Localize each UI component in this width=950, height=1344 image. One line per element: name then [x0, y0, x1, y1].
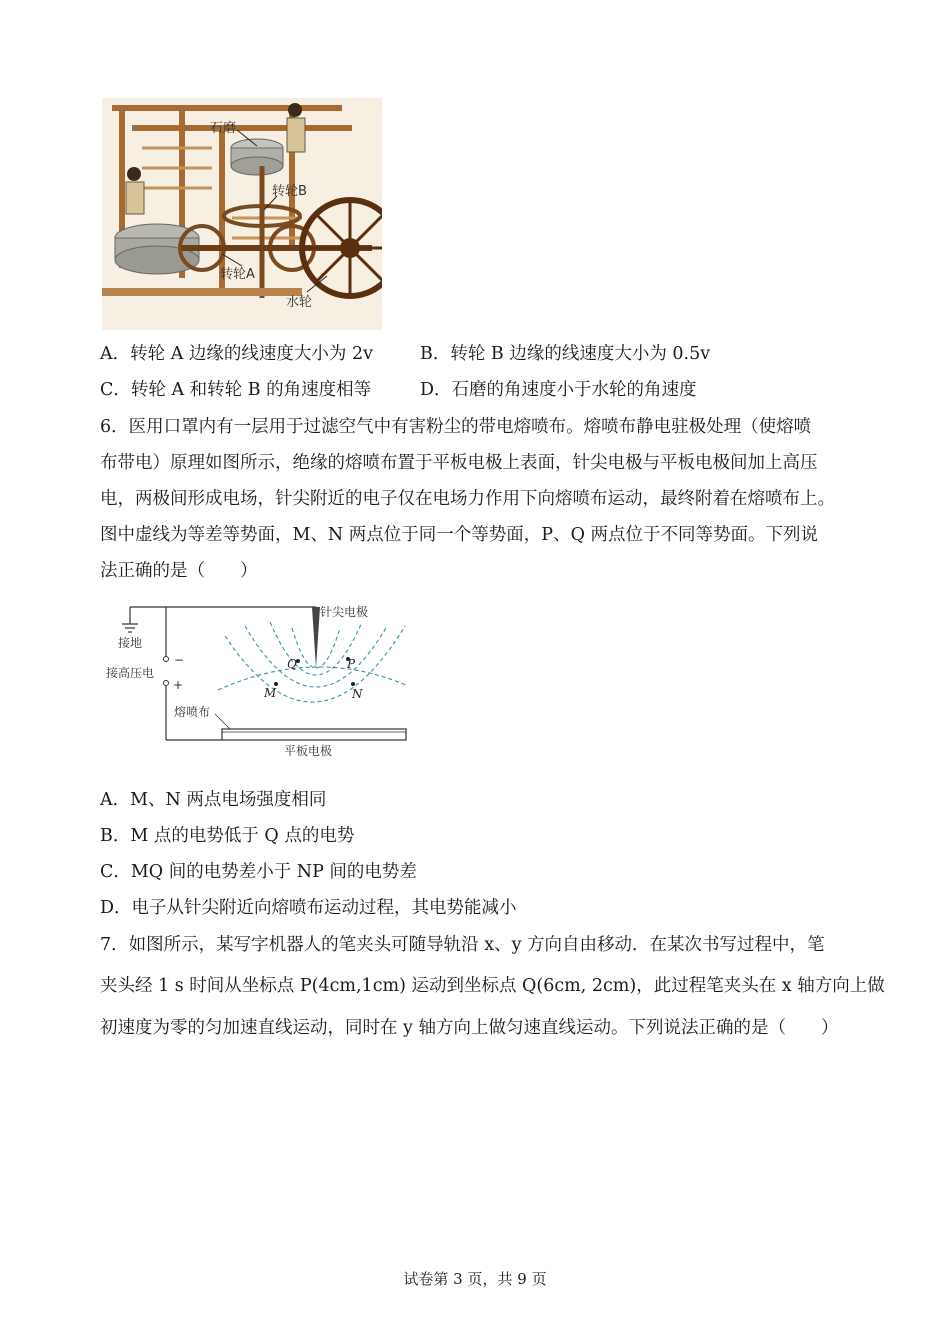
- q5-option-d: D．石磨的角速度小于水轮的角速度: [420, 380, 697, 400]
- meltblown-label: 熔喷布: [174, 705, 211, 719]
- high-voltage-label: 接高压电: [106, 666, 155, 680]
- q6-stem-line-1: 6．医用口罩内有一层用于过滤空气中有害粉尘的带电熔喷布。熔喷布静电驻极处理（使熔喷: [100, 417, 812, 437]
- q6-stem-line-5: 法正确的是（ ）: [100, 561, 258, 581]
- q5-option-a: A．转轮 A 边缘的线速度大小为 2v: [100, 344, 373, 364]
- label-stone-mill: 石磨: [210, 121, 237, 136]
- q6-option-a: A．M、N 两点电场强度相同: [100, 790, 327, 810]
- point-p-label: P: [347, 657, 356, 671]
- minus-label: −: [174, 653, 185, 667]
- q6-stem-line-4: 图中虚线为等差等势面，M、N 两点位于同一个等势面，P、Q 两点位于不同等势面。下列说: [100, 525, 818, 545]
- q7-stem-line-2: 夹头经 1 s 时间从坐标点 P(4cm,1cm) 运动到坐标点 Q(6cm, 2cm)，此过程笔夹头在 x 轴方向上做: [100, 976, 885, 996]
- plate-electrode-label: 平板电极: [284, 744, 333, 758]
- q7-stem-line-3: 初速度为零的匀加速直线运动，同时在 y 轴方向上做匀速直线运动。下列说法正确的是（ ）: [100, 1018, 839, 1038]
- q6-option-d: D．电子从针尖附近向熔喷布运动过程，其电势能减小: [100, 898, 517, 918]
- electret-diagram: [100, 598, 420, 763]
- q6-option-b: B．M 点的电势低于 Q 点的电势: [100, 826, 355, 846]
- label-wheel-a: 转轮A: [220, 267, 255, 282]
- needle-electrode-label: 针尖电极: [320, 605, 369, 619]
- q6-stem-line-2: 布带电）原理如图所示，绝缘的熔喷布置于平板电极上表面，针尖电极与平板电极间加上高压: [100, 453, 818, 473]
- point-m-label: M: [264, 686, 277, 700]
- water-mill-illustration: [102, 98, 382, 330]
- q6-option-c: C．MQ 间的电势差小于 NP 间的电势差: [100, 862, 417, 882]
- point-n-label: N: [352, 687, 363, 701]
- plus-label: +: [173, 678, 184, 692]
- point-q-label: Q: [287, 657, 297, 671]
- label-wheel-b: 转轮B: [272, 184, 307, 199]
- q7-stem-line-1: 7．如图所示，某写字机器人的笔夹头可随导轨沿 x、y 方向自由移动．在某次书写过程中，笔: [100, 935, 825, 955]
- q5-option-b: B．转轮 B 边缘的线速度大小为 0.5v: [420, 344, 711, 364]
- page-footer: 试卷第 3 页，共 9 页: [403, 1270, 547, 1288]
- q6-stem-line-3: 电，两极间形成电场，针尖附近的电子仅在电场力作用下向熔喷布运动，最终附着在熔喷布上。: [100, 489, 835, 509]
- ground-label: 接地: [118, 636, 143, 650]
- label-water-wheel: 水轮: [286, 295, 313, 310]
- q5-option-c: C．转轮 A 和转轮 B 的角速度相等: [100, 380, 372, 400]
